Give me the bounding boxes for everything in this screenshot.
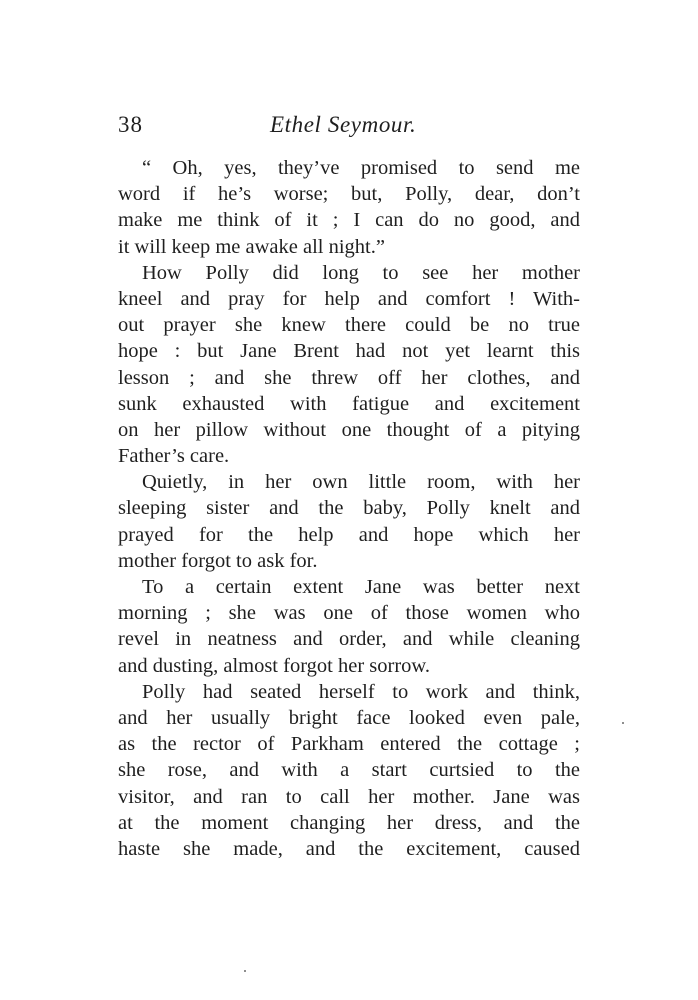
- paragraph: [118, 679, 580, 862]
- text-line: mother forgot to ask for.: [118, 549, 318, 572]
- paragraph: [118, 260, 580, 470]
- body-text: [118, 155, 580, 862]
- text-line: and her usually bright face looked even pale,: [118, 706, 580, 729]
- text-line: Polly had seated herself to work and think,: [142, 680, 580, 703]
- running-title: Ethel Seymour.: [270, 112, 417, 137]
- paper-speck: [244, 970, 246, 972]
- text-line: kneel and pray for help and comfort ! With-: [118, 287, 580, 310]
- paragraph: [118, 155, 580, 260]
- text-line: out prayer she knew there could be no true: [118, 314, 580, 337]
- text-line: “ Oh, yes, they’ve promised to send me: [142, 157, 580, 179]
- text-line: prayed for the help and hope which her: [118, 523, 580, 546]
- text-line: haste she made, and the excitement, caused: [118, 837, 580, 860]
- text-line: How Polly did long to see her mother: [142, 261, 580, 284]
- paper-speck: [622, 722, 624, 724]
- text-line: morning ; she was one of those women who: [118, 602, 580, 625]
- text-line: Quietly, in her own little room, with her: [142, 471, 580, 494]
- text-line: To a certain extent Jane was better next: [142, 576, 580, 598]
- paragraph: [118, 469, 580, 574]
- paragraph: [118, 574, 580, 679]
- running-head: [118, 112, 580, 142]
- text-line: sunk exhausted with fatigue and excitement: [118, 392, 580, 415]
- text-line: she rose, and with a start curtsied to the: [118, 759, 580, 782]
- text-line: make me think of it ; I can do no good, and: [118, 209, 580, 232]
- text-line: word if he’s worse; but, Polly, dear, don’t: [118, 183, 580, 206]
- text-line: lesson ; and she threw off her clothes, and: [118, 366, 580, 389]
- text-line: revel in neatness and order, and while cleaning: [118, 628, 580, 651]
- text-line: visitor, and ran to call her mother. Jane was: [118, 785, 580, 808]
- page-number: 38: [118, 112, 143, 137]
- text-line: and dusting, almost forgot her sorrow.: [118, 654, 431, 677]
- text-line: as the rector of Parkham entered the cottage ;: [118, 733, 580, 756]
- text-line: it will keep me awake all night.”: [118, 235, 385, 258]
- text-line: on her pillow without one thought of a pitying: [118, 418, 580, 441]
- text-line: Father’s care.: [118, 445, 230, 468]
- text-line: hope : but Jane Brent had not yet learnt this: [118, 340, 580, 363]
- text-line: at the moment changing her dress, and the: [118, 811, 580, 834]
- text-line: sleeping sister and the baby, Polly knelt and: [118, 497, 580, 520]
